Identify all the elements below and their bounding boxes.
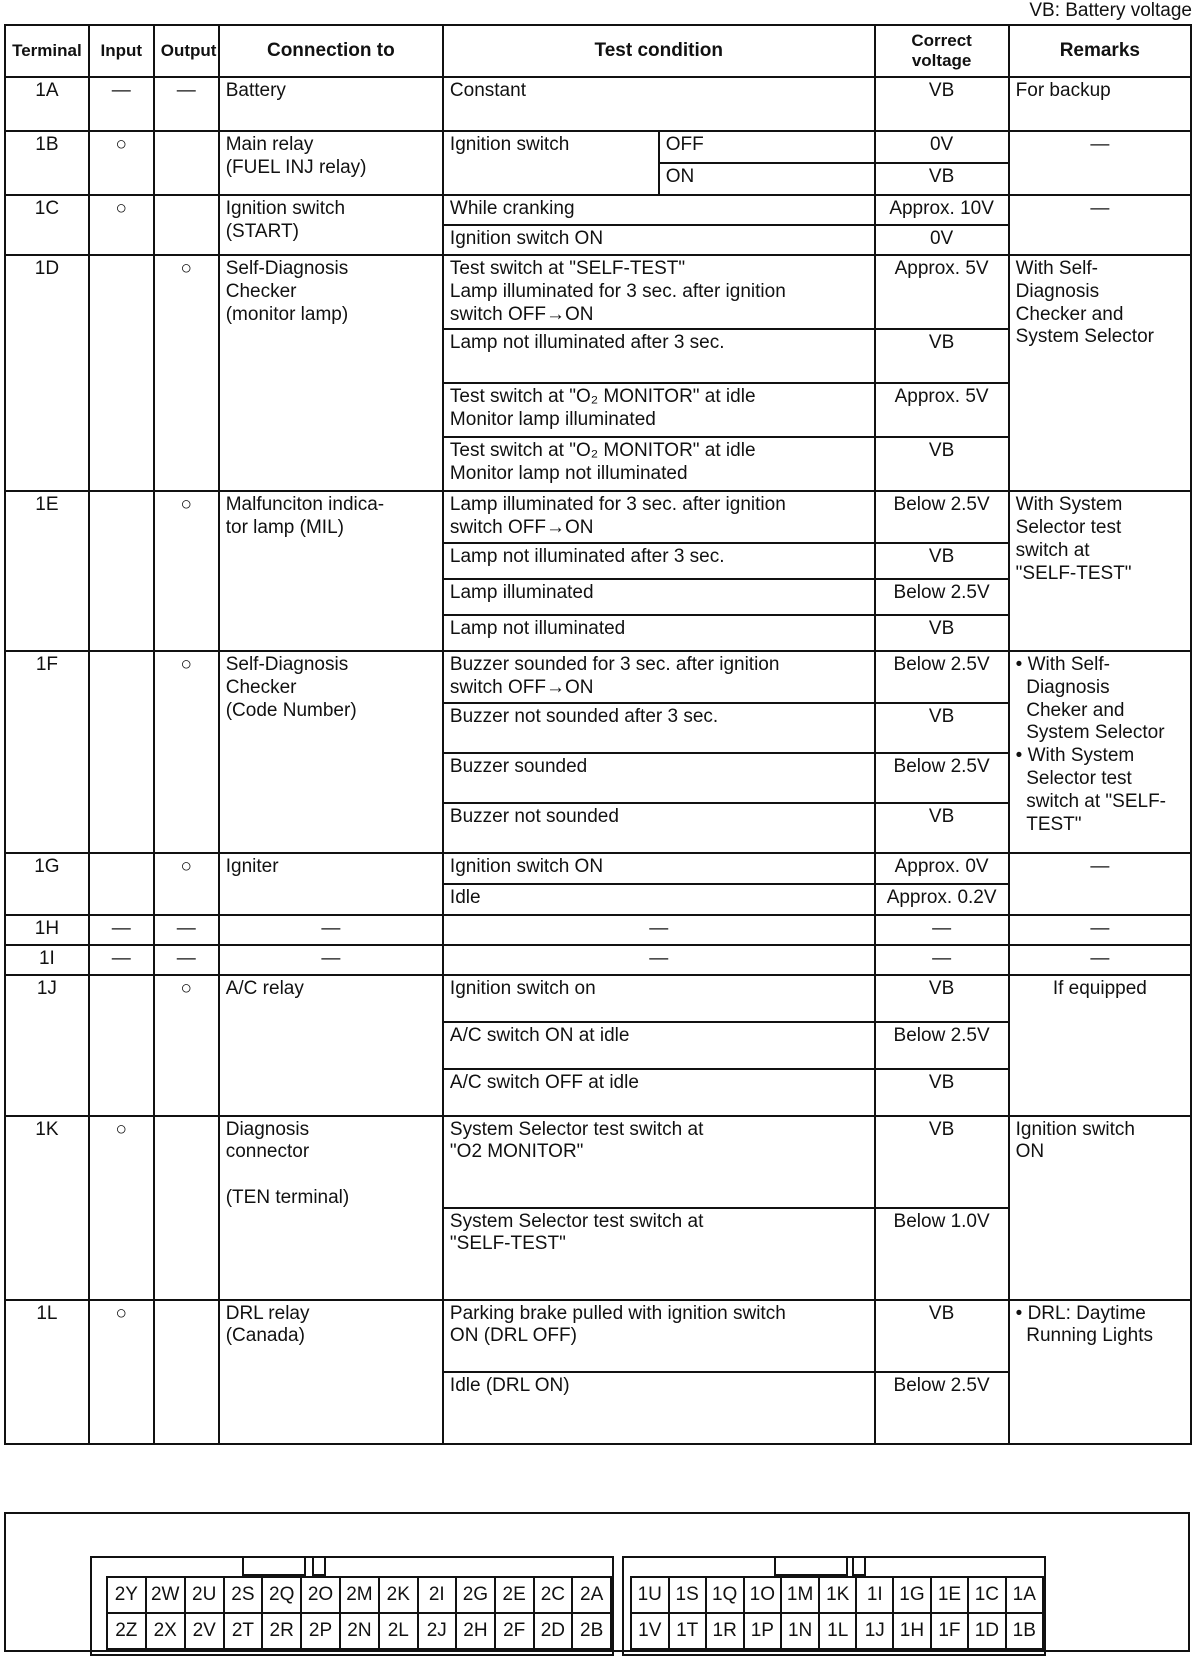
terminal-cell: 1C	[5, 195, 89, 255]
voltage-cell: Below 2.5V	[875, 753, 1009, 803]
remarks-cell: —	[1009, 195, 1191, 255]
connection-cell: —	[219, 915, 443, 945]
connector-pin: 1H	[893, 1613, 931, 1649]
connector-pin: 1F	[931, 1613, 968, 1649]
header-terminal: Terminal	[5, 25, 89, 77]
input-cell	[89, 255, 154, 491]
connector-pin: 2W	[146, 1577, 185, 1613]
remarks-cell: • With Self- Diagnosis Cheker and System Selector • With System Selector test switch at "SELF- TEST"	[1009, 651, 1191, 853]
voltage-cell: —	[875, 945, 1009, 975]
connection-cell: Main relay (FUEL INJ relay)	[219, 131, 443, 195]
remarks-cell: • DRL: Daytime Running Lights	[1009, 1300, 1191, 1444]
terminal-cell: 1A	[5, 77, 89, 131]
condition-cell: Ignition switch	[443, 131, 659, 195]
condition-cell: Lamp not illuminated after 3 sec.	[443, 329, 875, 383]
terminal-voltage-table	[4, 24, 1192, 1445]
connector-pin: 1C	[968, 1577, 1006, 1613]
input-cell: ○	[89, 1116, 154, 1300]
connector-pin: 2P	[301, 1613, 340, 1649]
condition-cell: Test switch at "O₂ MONITOR" at idle Monitor lamp not illuminated	[443, 437, 875, 491]
connector-pin: 1D	[968, 1613, 1006, 1649]
header-output: Output	[154, 25, 219, 77]
table-row	[5, 195, 1191, 225]
table-row	[5, 853, 1191, 884]
condition-cell: Buzzer not sounded after 3 sec.	[443, 703, 875, 753]
connector-diagram	[4, 1512, 1190, 1652]
connector-pin: 2E	[495, 1577, 534, 1613]
condition-cell: Test switch at "O₂ MONITOR" at idle Monitor lamp illuminated	[443, 383, 875, 437]
terminal-cell: 1F	[5, 651, 89, 853]
table-row	[5, 945, 1191, 975]
connector-pin: 2Y	[107, 1577, 146, 1613]
condition-cell: —	[443, 945, 875, 975]
terminal-cell: 1J	[5, 975, 89, 1116]
table-row	[5, 131, 1191, 163]
output-cell: —	[154, 915, 219, 945]
terminal-cell: 1L	[5, 1300, 89, 1444]
output-cell: ○	[154, 651, 219, 853]
remarks-cell: Ignition switch ON	[1009, 1116, 1191, 1300]
header-correct-voltage: Correct voltage	[875, 25, 1009, 77]
voltage-cell: VB	[875, 543, 1009, 579]
condition-cell: Constant	[443, 77, 875, 131]
output-cell: —	[154, 77, 219, 131]
condition-cell: —	[443, 915, 875, 945]
output-cell: ○	[154, 255, 219, 491]
connector-pin: 2I	[418, 1577, 456, 1613]
connection-cell: Self-Diagnosis Checker (Code Number)	[219, 651, 443, 853]
table-row	[5, 975, 1191, 1022]
connector-pin: 1U	[631, 1577, 669, 1613]
connector-pin: 1T	[669, 1613, 706, 1649]
voltage-cell: Below 2.5V	[875, 651, 1009, 703]
condition-cell: While cranking	[443, 195, 875, 225]
condition-cell: System Selector test switch at "SELF-TEST"	[443, 1208, 875, 1300]
connector-pin: 1N	[781, 1613, 819, 1649]
table-body	[5, 77, 1191, 1444]
remarks-cell: —	[1009, 131, 1191, 195]
condition-cell: Ignition switch ON	[443, 853, 875, 884]
condition-cell: Buzzer sounded for 3 sec. after ignition switch OFF→ON	[443, 651, 875, 703]
connector-pin: 2L	[379, 1613, 418, 1649]
remarks-cell: —	[1009, 915, 1191, 945]
header-connection: Connection to	[219, 25, 443, 77]
connector-pin: 2O	[301, 1577, 340, 1613]
condition-cell: Lamp not illuminated after 3 sec.	[443, 543, 875, 579]
remarks-cell: For backup	[1009, 77, 1191, 131]
input-cell	[89, 853, 154, 915]
condition-cell: System Selector test switch at "O2 MONITOR"	[443, 1116, 875, 1208]
connector-latch	[774, 1556, 848, 1576]
battery-voltage-note: VB: Battery voltage	[1029, 0, 1192, 21]
remarks-cell: —	[1009, 853, 1191, 915]
terminal-cell: 1B	[5, 131, 89, 195]
condition-cell: Buzzer not sounded	[443, 803, 875, 853]
output-cell	[154, 131, 219, 195]
terminal-cell: 1D	[5, 255, 89, 491]
terminal-cell: 1H	[5, 915, 89, 945]
connector-pin: 2Q	[262, 1577, 301, 1613]
table-row	[5, 915, 1191, 945]
connector-pin: 1G	[893, 1577, 931, 1613]
pin-grid-left	[106, 1576, 612, 1650]
output-cell	[154, 1116, 219, 1300]
connector-pin: 2R	[262, 1613, 301, 1649]
voltage-cell: Below 2.5V	[875, 1372, 1009, 1444]
connector-pin: 1S	[669, 1577, 706, 1613]
header-row	[5, 25, 1191, 77]
connector-pin: 1B	[1006, 1613, 1043, 1649]
connector-pin: 2B	[572, 1613, 611, 1649]
condition-cell: Test switch at "SELF-TEST" Lamp illuminated for 3 sec. after ignition switch OFF→ON	[443, 255, 875, 329]
voltage-cell: VB	[875, 1300, 1009, 1372]
voltage-cell: —	[875, 915, 1009, 945]
remarks-cell: With Self- Diagnosis Checker and System Selector	[1009, 255, 1191, 491]
condition-cell: Parking brake pulled with ignition switch ON (DRL OFF)	[443, 1300, 875, 1372]
header-test-condition: Test condition	[443, 25, 875, 77]
condition-cell: Buzzer sounded	[443, 753, 875, 803]
connector-pin: 2S	[224, 1577, 263, 1613]
voltage-cell: VB	[875, 329, 1009, 383]
connector-pin: 2D	[534, 1613, 573, 1649]
connector-pin: 1V	[631, 1613, 669, 1649]
table-row	[5, 1116, 1191, 1208]
voltage-cell: VB	[875, 77, 1009, 131]
input-cell: —	[89, 915, 154, 945]
connector-pin: 2M	[340, 1577, 379, 1613]
table-row	[5, 1300, 1191, 1372]
input-cell: ○	[89, 195, 154, 255]
voltage-cell: VB	[875, 437, 1009, 491]
header-input: Input	[89, 25, 154, 77]
voltage-cell: Approx. 5V	[875, 383, 1009, 437]
connector-pin: 1M	[781, 1577, 819, 1613]
input-cell: —	[89, 945, 154, 975]
voltage-cell: VB	[875, 703, 1009, 753]
terminal-cell: 1I	[5, 945, 89, 975]
connector-right	[622, 1556, 1046, 1656]
table-row	[5, 255, 1191, 329]
voltage-cell: 0V	[875, 225, 1009, 255]
connector-pin: 2F	[495, 1613, 534, 1649]
voltage-cell: VB	[875, 163, 1009, 195]
input-cell	[89, 651, 154, 853]
voltage-cell: Approx. 5V	[875, 255, 1009, 329]
condition-cell: Lamp illuminated	[443, 579, 875, 615]
condition-cell: Ignition switch on	[443, 975, 875, 1022]
connector-pin: 2G	[456, 1577, 495, 1613]
input-cell: ○	[89, 1300, 154, 1444]
connector-pin: 1K	[819, 1577, 856, 1613]
output-cell: —	[154, 945, 219, 975]
connector-pin: 2H	[456, 1613, 495, 1649]
terminal-cell: 1K	[5, 1116, 89, 1300]
voltage-cell: Below 2.5V	[875, 491, 1009, 543]
condition-cell: A/C switch ON at idle	[443, 1022, 875, 1069]
connector-pin: 2T	[224, 1613, 263, 1649]
connector-pin: 1Q	[706, 1577, 744, 1613]
voltage-cell: 0V	[875, 131, 1009, 163]
connector-pin: 2Z	[107, 1613, 146, 1649]
connector-latch	[852, 1556, 866, 1576]
connection-cell: Diagnosis connector (TEN terminal)	[219, 1116, 443, 1300]
condition-state-cell: OFF	[659, 131, 875, 163]
connector-pin: 1O	[744, 1577, 782, 1613]
table-row	[5, 77, 1191, 131]
connector-latch	[242, 1556, 306, 1576]
output-cell: ○	[154, 853, 219, 915]
output-cell: ○	[154, 491, 219, 651]
condition-cell: Ignition switch ON	[443, 225, 875, 255]
table-row	[5, 651, 1191, 703]
connector-pin: 2J	[418, 1613, 456, 1649]
input-cell: —	[89, 77, 154, 131]
condition-cell: Lamp not illuminated	[443, 615, 875, 651]
condition-cell: Idle (DRL ON)	[443, 1372, 875, 1444]
condition-cell: A/C switch OFF at idle	[443, 1069, 875, 1116]
connector-pin: 2V	[185, 1613, 224, 1649]
input-cell	[89, 975, 154, 1116]
connector-pin: 2C	[534, 1577, 573, 1613]
connection-cell: Self-Diagnosis Checker (monitor lamp)	[219, 255, 443, 491]
remarks-cell: —	[1009, 945, 1191, 975]
connector-pin: 1E	[931, 1577, 968, 1613]
connector-pin: 2A	[572, 1577, 611, 1613]
connector-pin: 1I	[856, 1577, 893, 1613]
terminal-cell: 1G	[5, 853, 89, 915]
voltage-cell: VB	[875, 1069, 1009, 1116]
connector-pin: 2U	[185, 1577, 224, 1613]
connector-pin: 1P	[744, 1613, 782, 1649]
connection-cell: DRL relay (Canada)	[219, 1300, 443, 1444]
voltage-cell: VB	[875, 975, 1009, 1022]
voltage-cell: Approx. 0.2V	[875, 884, 1009, 915]
connection-cell: Battery	[219, 77, 443, 131]
voltage-cell: Approx. 0V	[875, 853, 1009, 884]
voltage-cell: VB	[875, 1116, 1009, 1208]
output-cell	[154, 1300, 219, 1444]
voltage-cell: Approx. 10V	[875, 195, 1009, 225]
connection-cell: A/C relay	[219, 975, 443, 1116]
connector-pin: 1A	[1006, 1577, 1043, 1613]
connector-latch	[312, 1556, 326, 1576]
condition-cell: Idle	[443, 884, 875, 915]
voltage-cell: Below 2.5V	[875, 1022, 1009, 1069]
connector-left	[90, 1556, 614, 1656]
condition-state-cell: ON	[659, 163, 875, 195]
voltage-cell: VB	[875, 615, 1009, 651]
connector-pin: 2K	[379, 1577, 418, 1613]
connection-cell: —	[219, 945, 443, 975]
connector-pin: 1J	[856, 1613, 893, 1649]
connection-cell: Ignition switch (START)	[219, 195, 443, 255]
connector-pin: 2N	[340, 1613, 379, 1649]
voltage-cell: Below 2.5V	[875, 579, 1009, 615]
condition-cell: Lamp illuminated for 3 sec. after ignition switch OFF→ON	[443, 491, 875, 543]
input-cell	[89, 491, 154, 651]
remarks-cell: With System Selector test switch at "SELF-TEST"	[1009, 491, 1191, 651]
output-cell	[154, 195, 219, 255]
voltage-cell: Below 1.0V	[875, 1208, 1009, 1300]
connection-cell: Malfunciton indica- tor lamp (MIL)	[219, 491, 443, 651]
input-cell: ○	[89, 131, 154, 195]
connection-cell: Igniter	[219, 853, 443, 915]
pin-grid-right	[630, 1576, 1044, 1650]
terminal-cell: 1E	[5, 491, 89, 651]
table-row	[5, 491, 1191, 543]
voltage-cell: VB	[875, 803, 1009, 853]
connector-pin: 1L	[819, 1613, 856, 1649]
remarks-cell: If equipped	[1009, 975, 1191, 1116]
header-remarks: Remarks	[1009, 25, 1191, 77]
connector-pin: 2X	[146, 1613, 185, 1649]
output-cell: ○	[154, 975, 219, 1116]
connector-pin: 1R	[706, 1613, 744, 1649]
